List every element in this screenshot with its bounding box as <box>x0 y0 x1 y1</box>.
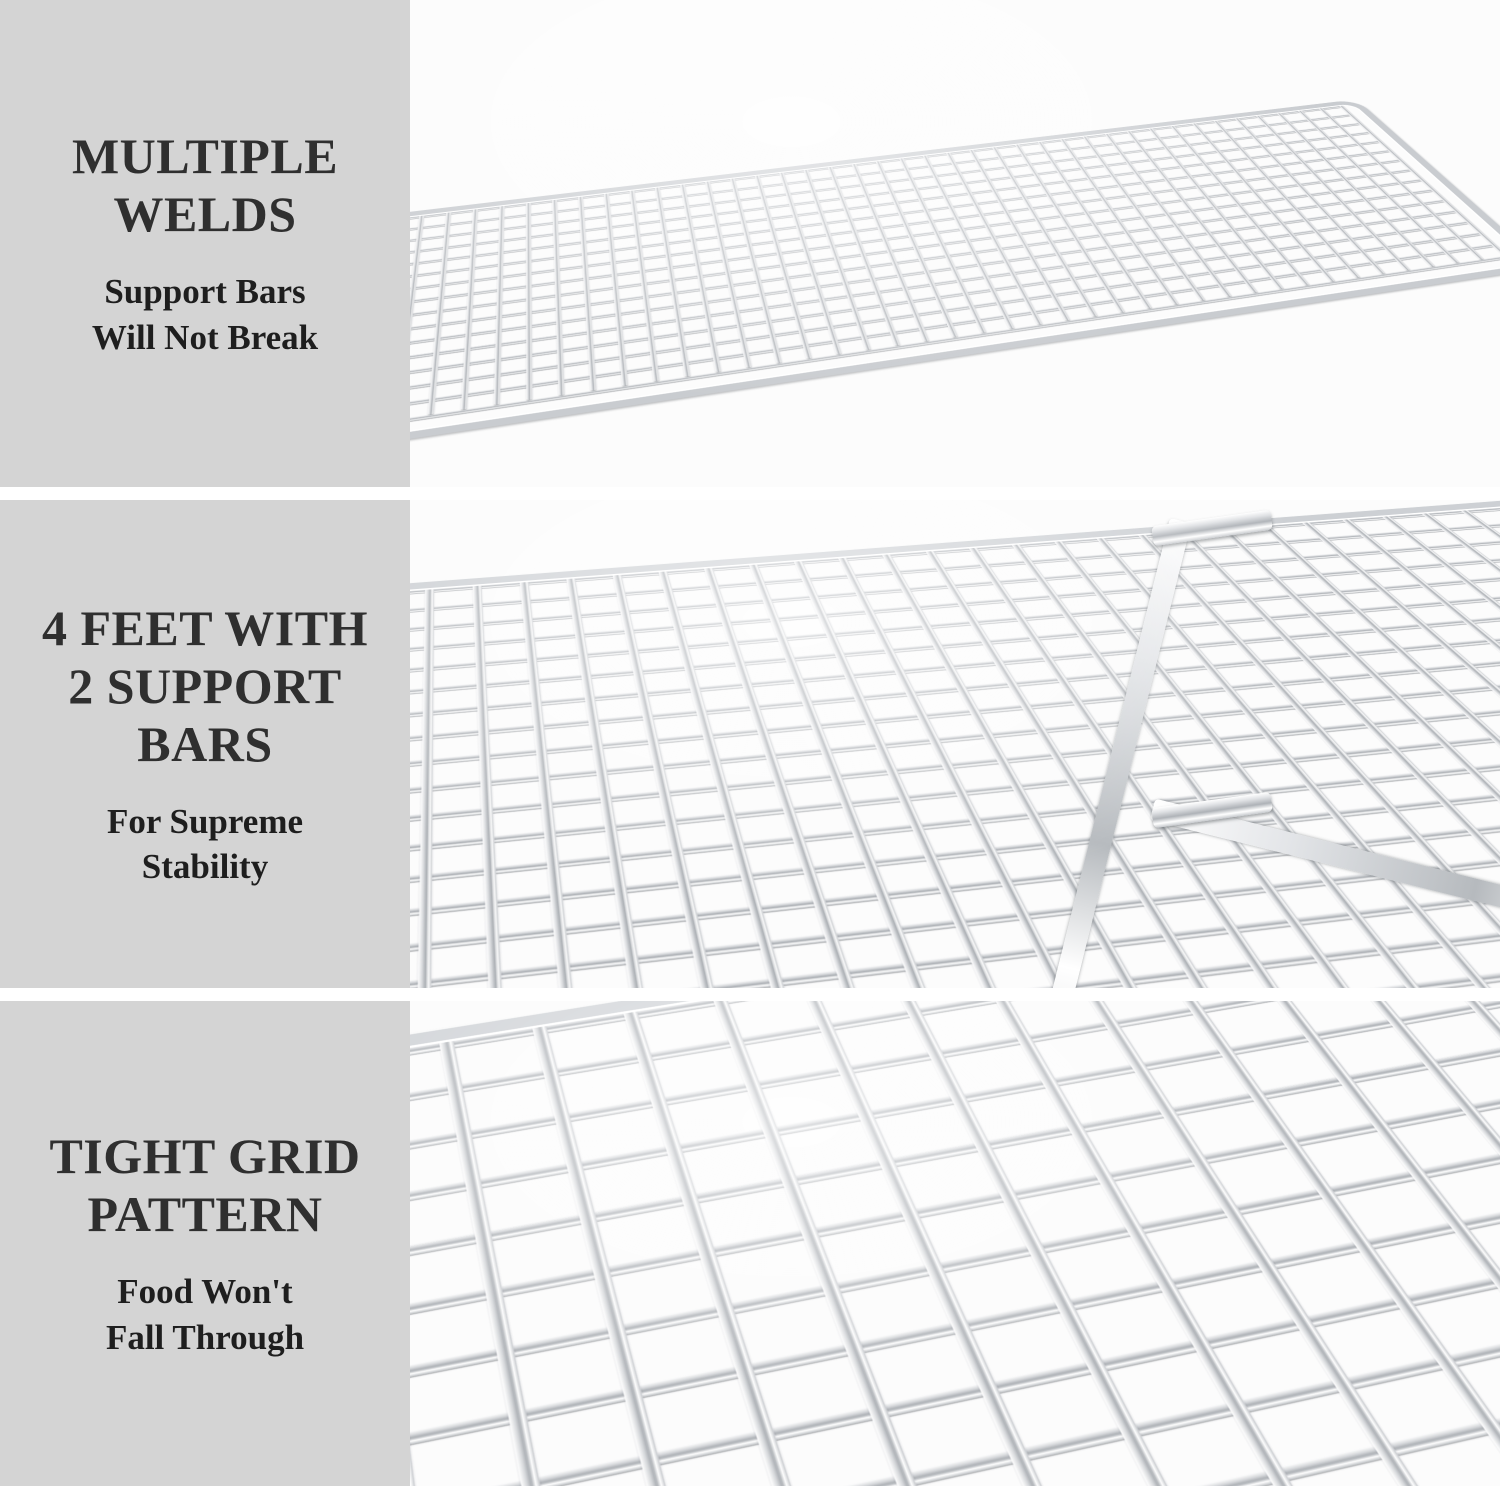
panel-divider-1 <box>0 487 1500 500</box>
rack-mesh-plane <box>410 500 1500 988</box>
panel-title-line: MULTIPLE WELDS <box>71 128 339 242</box>
cooling-rack-closeup-illustration <box>410 500 1500 988</box>
rack-outer-frame <box>410 99 1500 449</box>
caption-block-tight-grid <box>0 1001 410 1486</box>
panel-divider-2 <box>0 988 1500 1001</box>
panel-subtitle <box>92 269 318 360</box>
feature-panel-tight-grid <box>0 1001 1500 1486</box>
panel-title-line-1: 4 FEET WITH <box>42 599 368 656</box>
panel-title <box>24 127 386 243</box>
cooling-rack-grid-illustration <box>410 1001 1500 1486</box>
panel-subtitle-line-1: For Supreme <box>106 801 304 841</box>
caption-block-four-feet <box>0 500 410 988</box>
cooling-rack-illustration <box>410 0 1500 487</box>
panel-subtitle-line-2: Stability <box>141 847 269 886</box>
rack-mesh-plane <box>410 106 1500 425</box>
panel-subtitle <box>107 799 303 890</box>
rack-mesh-plane <box>410 1001 1500 1486</box>
panel-title-line-2: PATTERN <box>87 1186 323 1242</box>
panel-subtitle-line-1: Food Won't <box>117 1272 293 1311</box>
panel-subtitle-line-2: Will Not Break <box>91 317 319 357</box>
feature-panel-multiple-welds <box>0 0 1500 487</box>
panel-subtitle <box>106 1269 304 1360</box>
panel-title <box>42 599 368 773</box>
panel-subtitle-line-2: Fall Through <box>105 1317 305 1357</box>
caption-block-multiple-welds <box>0 0 410 487</box>
panel-title-line-1: TIGHT GRID <box>49 1128 361 1184</box>
rack-outer-frame <box>410 500 1500 988</box>
product-photo-grid-macro <box>410 1001 1500 1486</box>
rack-outer-frame <box>410 1001 1500 1486</box>
panel-subtitle-line-1: Support Bars <box>104 272 306 311</box>
panel-title-line-2: 2 SUPPORT <box>68 657 342 714</box>
product-photo-feet-and-bars <box>410 500 1500 988</box>
panel-title <box>49 1127 360 1243</box>
product-photo-full-rack <box>410 0 1500 487</box>
feature-panel-four-feet <box>0 500 1500 988</box>
panel-title-line-3: BARS <box>137 715 273 772</box>
